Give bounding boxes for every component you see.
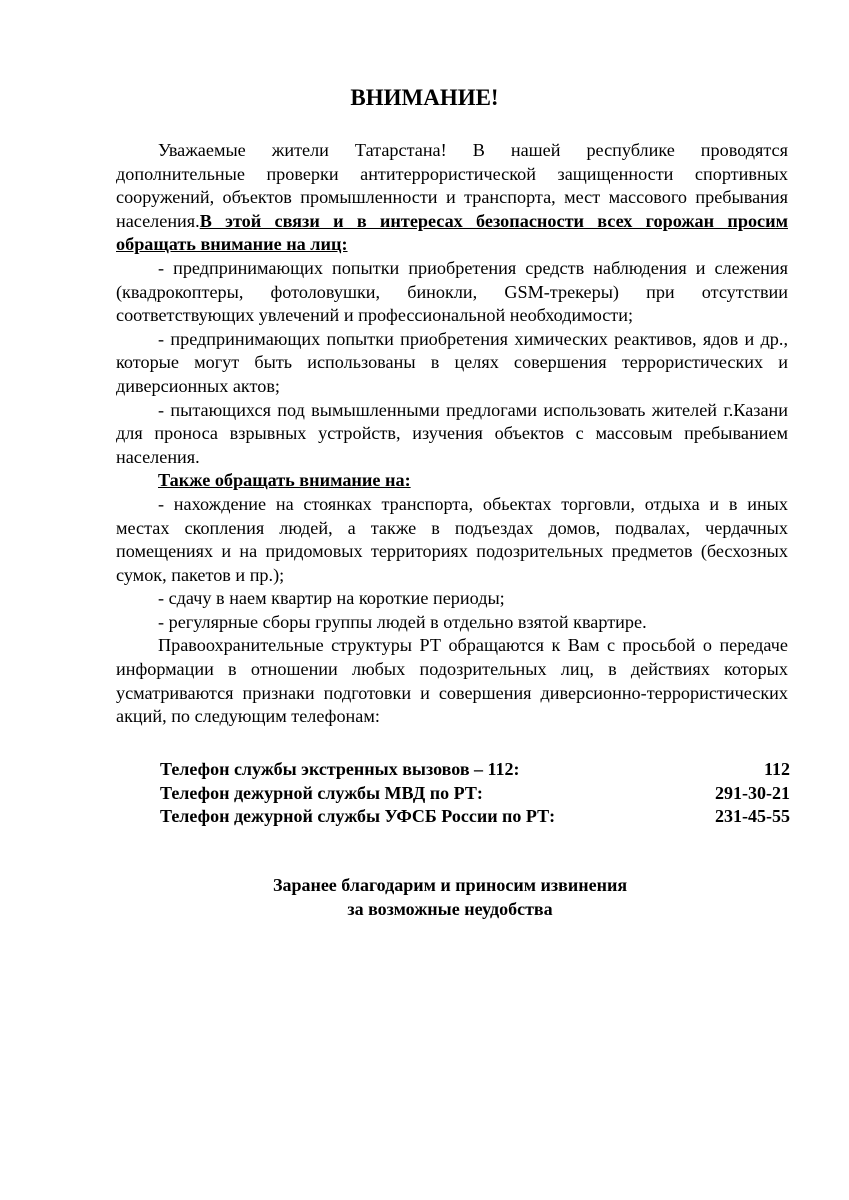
phone-row xyxy=(160,758,790,782)
also-heading-paragraph xyxy=(116,469,788,493)
notice-title: ВНИМАНИЕ! xyxy=(350,85,499,110)
also-item: - регулярные сборы группы людей в отдельно взятой квартире. xyxy=(158,611,647,632)
also-item: - нахождение на стоянках транспорта, обьектах торговли, отдыха и в иных местах скопления людей, а также в подъездах домов, подвалах, чердачных помещениях и на придомовых территориях подозрительных предметов (бесхозных сумок, пакетов и пр.); xyxy=(116,493,788,585)
closing-line: Заранее благодарим и приносим извинения xyxy=(272,875,628,895)
intro-paragraph xyxy=(116,139,788,257)
phone-row xyxy=(160,782,790,806)
closing-note xyxy=(0,874,849,921)
also-item: - сдачу в наем квартир на короткие периоды; xyxy=(158,588,505,609)
person-item: - предпринимающих попытки приобретения средств наблюдения и слежения (квадрокоптеры, фотоловушки, бинокли, GSM-трекеры) при отсутствии соответствующих увлечений и профессиональной необходимости; xyxy=(116,257,788,326)
closing-line: за возможные неудобства xyxy=(347,898,553,919)
phone-number: 231-45-55 xyxy=(715,806,790,826)
phone-label: Телефон дежурной службы УФСБ России по РТ: xyxy=(160,806,556,826)
person-item: - предпринимающих попытки приобретения химических реактивов, ядов и др., которые могут быть использованы в целях совершения террористических и диверсионных актов; xyxy=(116,328,788,396)
appeal-paragraph: Правоохранительные структуры РТ обращаются к Вам с просьбой о передаче информации в отношении любых подозрительных лиц, в действиях которых усматриваются признаки подготовки и совершения диверсионно-террористических акций, по следующим телефонам: xyxy=(116,635,788,727)
person-item: - пытающихся под вымышленными предлогами использовать жителей г.Казани для проноса взрывных устройств, изучения объектов с массовым пребыванием населения. xyxy=(116,399,788,467)
intro-text: Уважаемые жители Татарстана! В нашей республике проводятся дополнительные проверки антитеррористической защищенности спортивных сооружений, объектов промышленности и транспорта, мест массового пребывания населения. xyxy=(116,140,788,231)
intro-emphasis: В этой связи и в интересах безопасности всех горожан просим обращать внимание на лиц: xyxy=(116,210,788,255)
phone-label: Телефон дежурной службы МВД по РТ: xyxy=(160,782,483,803)
notice-body xyxy=(116,139,788,729)
phone-label: Телефон службы экстренных вызовов – 112: xyxy=(160,759,520,779)
phone-number: 112 xyxy=(763,759,790,779)
also-heading: Также обращать внимание на: xyxy=(158,470,411,491)
phone-row xyxy=(160,805,790,829)
phone-number: 291-30-21 xyxy=(715,782,790,803)
phone-list xyxy=(160,758,790,829)
